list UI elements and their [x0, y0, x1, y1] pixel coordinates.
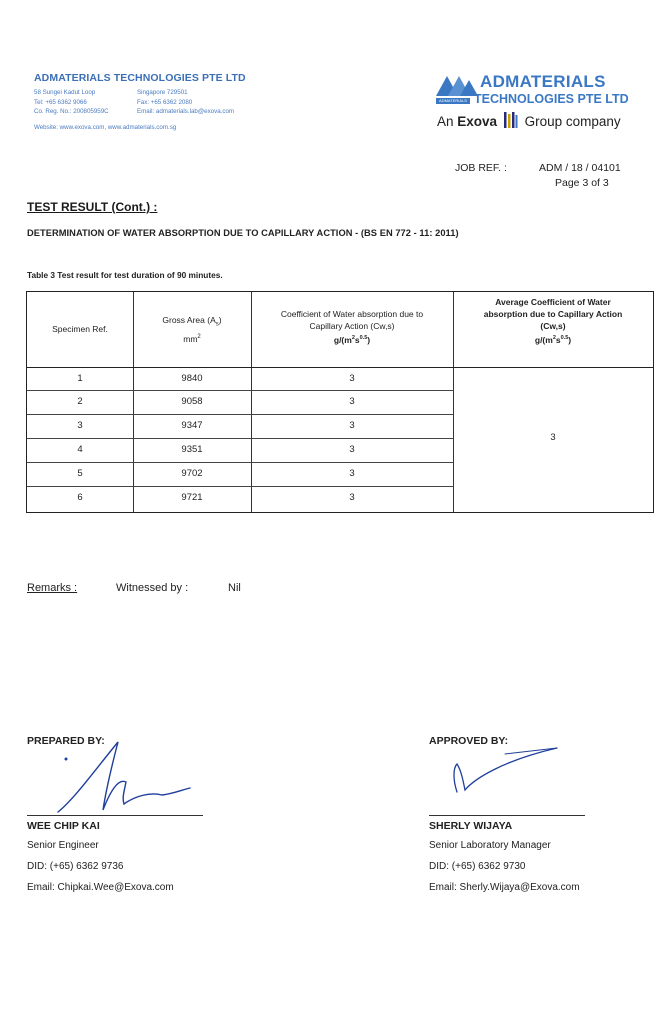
header-avg-unit-mid: s [555, 334, 561, 345]
logo-word-technologies: TECHNOLOGIES PTE LTD [474, 92, 629, 106]
approved-label: APPROVED BY: [429, 735, 509, 747]
prepared-signature-line [27, 815, 203, 816]
table-cell-ref: 3 [77, 420, 83, 431]
header-coef-line1: Coefficient of Water absorption due to [280, 309, 424, 319]
header-gross-area [133, 314, 251, 345]
table-cell-ref: 4 [77, 444, 83, 455]
approved-title: Senior Laboratory Manager [429, 840, 551, 851]
results-table [26, 291, 654, 513]
header-coef-unit-close: ) [367, 334, 371, 345]
prepared-signature [40, 740, 205, 818]
address-line: Email: admaterials.lab@exova.com [137, 108, 235, 115]
address-line: Fax: +65 6362 2080 [137, 98, 193, 106]
section-title: TEST RESULT (Cont.) : [27, 200, 158, 214]
header-specimen: Specimen Ref. [52, 324, 108, 334]
header-gross-area-unit-sup: 2 [197, 333, 201, 340]
header-avg-line3: (Cw,s) [540, 321, 566, 331]
witnessed-label: Witnessed by : [116, 582, 189, 594]
prepared-did: DID: (+65) 6362 9736 [27, 861, 124, 872]
table-cell-area: 9351 [181, 444, 203, 455]
header-coef-unit-pre: g/(m [333, 334, 352, 345]
table-cell-coef: 3 [349, 492, 355, 503]
table-cell-area: 9058 [181, 396, 203, 407]
header-coefficient [251, 308, 453, 346]
logo-group-company: Group company [524, 114, 621, 129]
table-cell-area: 9721 [181, 492, 203, 503]
approved-did: DID: (+65) 6362 9730 [429, 861, 526, 872]
address-line: Co. Reg. No.: 200805959C [34, 108, 109, 115]
row-divider [27, 462, 453, 463]
website-line: Website: www.exova.com, www.admaterials.com.sg [34, 124, 177, 131]
header-gross-area-text: Gross Area (A [162, 315, 216, 325]
page-number: Page 3 of 3 [555, 177, 609, 189]
table-cell-ref: 6 [77, 492, 83, 503]
table-caption: Table 3 Test result for test duration of 90 minutes. [27, 270, 223, 280]
header-gross-area-close: ) [218, 315, 222, 325]
approved-signature [445, 740, 570, 800]
header-avg-line1: Average Coefficient of Water [495, 297, 611, 307]
table-cell-coef: 3 [349, 396, 355, 407]
remarks-label: Remarks : [27, 582, 78, 594]
table-cell-ref: 2 [77, 396, 83, 407]
prepared-name: WEE CHIP KAI [27, 820, 100, 832]
prepared-label: PREPARED BY: [27, 735, 105, 747]
table-cell-area: 9702 [181, 468, 203, 479]
prepared-email: Email: Chipkai.Wee@Exova.com [27, 882, 174, 893]
exova-bars-icon [504, 112, 518, 128]
header-divider [27, 367, 653, 368]
table-cell-coef: 3 [349, 468, 355, 479]
row-divider [27, 438, 453, 439]
approved-email: Email: Sherly.Wijaya@Exova.com [429, 882, 580, 893]
table-cell-ref: 5 [77, 468, 83, 479]
company-name: ADMATERIALS TECHNOLOGIES PTE LTD [34, 72, 246, 84]
prepared-title: Senior Engineer [27, 840, 99, 851]
header-coef-line2: Capillary Action (Cw,s) [309, 321, 395, 331]
table-cell-coef: 3 [349, 420, 355, 431]
address-line: Singapore 729501 [137, 89, 188, 96]
approved-name: SHERLY WIJAYA [429, 820, 513, 832]
header-avg-unit-sup1: 2 [552, 335, 556, 341]
address-line: 58 Sungei Kadut Loop [34, 89, 96, 96]
table-cell-average: 3 [550, 432, 556, 443]
row-divider [27, 414, 453, 415]
header-coef-unit-sup1: 2 [351, 335, 355, 341]
witnessed-value: Nil [228, 582, 241, 594]
company-logo [436, 70, 636, 130]
address-line: Tel: +65 6362 9066 [34, 98, 87, 106]
header-avg-unit-sup2: 0.5 [560, 335, 569, 341]
determination-heading: DETERMINATION OF WATER ABSORPTION DUE TO CAPILLARY ACTION - (BS EN 772 - 11: 2011) [27, 228, 459, 238]
table-cell-area: 9347 [181, 420, 203, 431]
header-coef-unit-sup2: 0.5 [359, 335, 368, 341]
header-avg-line2: absorption due to Capillary Action [483, 309, 623, 319]
row-divider [27, 390, 453, 391]
header-gross-area-sub: s [215, 321, 219, 328]
job-ref-label: JOB REF. : [455, 162, 507, 174]
header-average [453, 296, 653, 346]
logo-word-admaterials: ADMATERIALS [480, 72, 606, 91]
logo-tag: ADMATERIALS [436, 98, 470, 104]
approved-signature-line [429, 815, 585, 816]
job-ref-value: ADM / 18 / 04101 [539, 162, 621, 174]
address-right [137, 88, 234, 117]
table-cell-coef: 3 [349, 373, 355, 384]
table-cell-area: 9840 [181, 373, 203, 384]
logo-an: An [437, 114, 454, 129]
row-divider [27, 486, 453, 487]
header-avg-unit-close: ) [568, 334, 572, 345]
logo-exova: Exova [457, 114, 498, 129]
header-gross-area-unit: mm [183, 333, 198, 344]
header-coef-unit-mid: s [354, 334, 360, 345]
address-left [34, 88, 109, 117]
table-cell-coef: 3 [349, 444, 355, 455]
header-avg-unit-pre: g/(m [534, 334, 553, 345]
table-cell-ref: 1 [77, 373, 83, 384]
exova-group-line [437, 112, 621, 129]
